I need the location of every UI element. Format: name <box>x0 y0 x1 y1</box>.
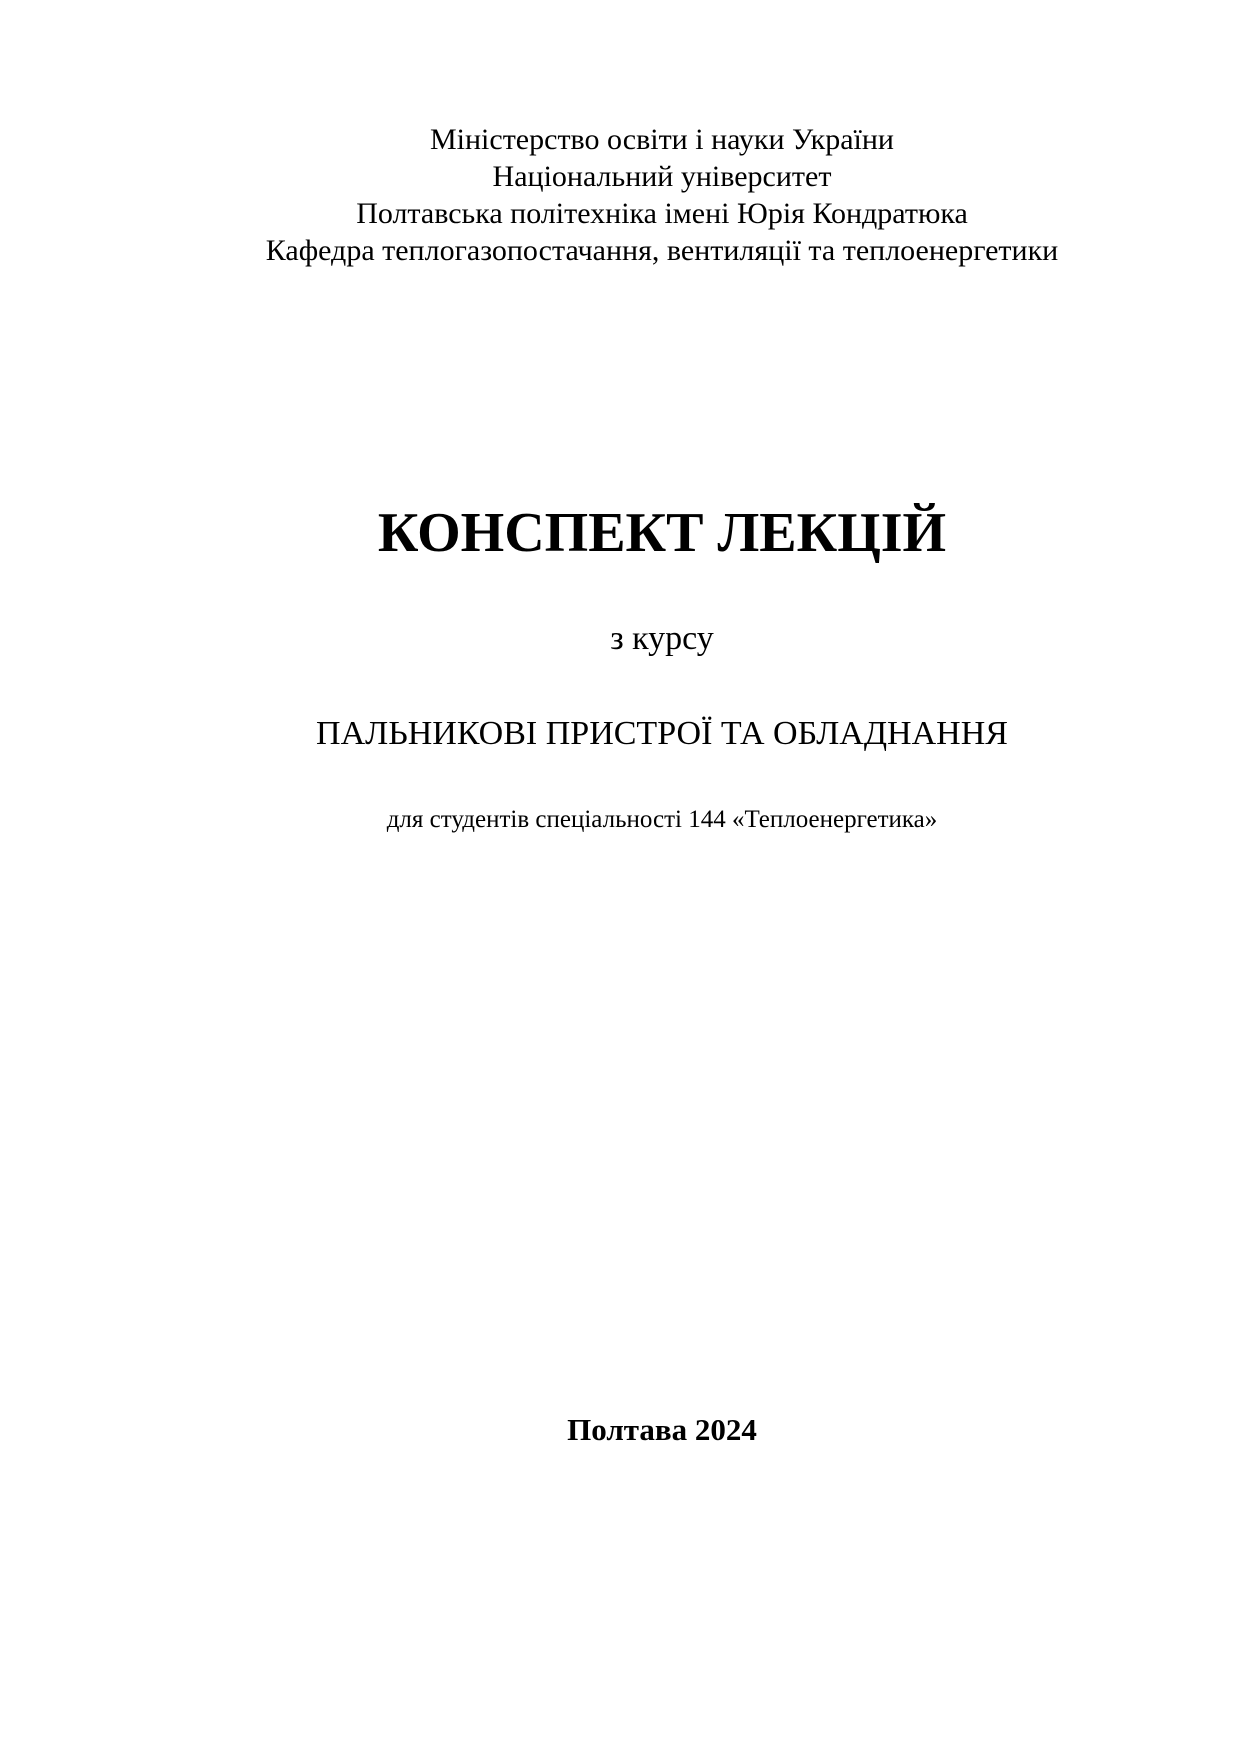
course-name: ПАЛЬНИКОВІ ПРИСТРОЇ ТА ОБЛАДНАННЯ <box>316 715 1008 752</box>
ministry-name: Міністерство освіти і науки України <box>429 123 894 156</box>
department-name: Кафедра теплогазопостачання, вентиляції та теплоенергетики <box>265 234 1059 267</box>
document-title: КОНСПЕКТ ЛЕКЦІЙ <box>377 502 947 564</box>
course-prefix: з курсу <box>610 620 714 657</box>
university-name-line-2: Полтавська політехніка імені Юрія Кондратюка <box>356 197 968 230</box>
university-name-line-1: Національний університет <box>492 160 832 193</box>
audience-note: для студентів спеціальності 144 «Теплоенергетика» <box>386 806 938 833</box>
place-and-year: Полтава 2024 <box>567 1412 757 1447</box>
